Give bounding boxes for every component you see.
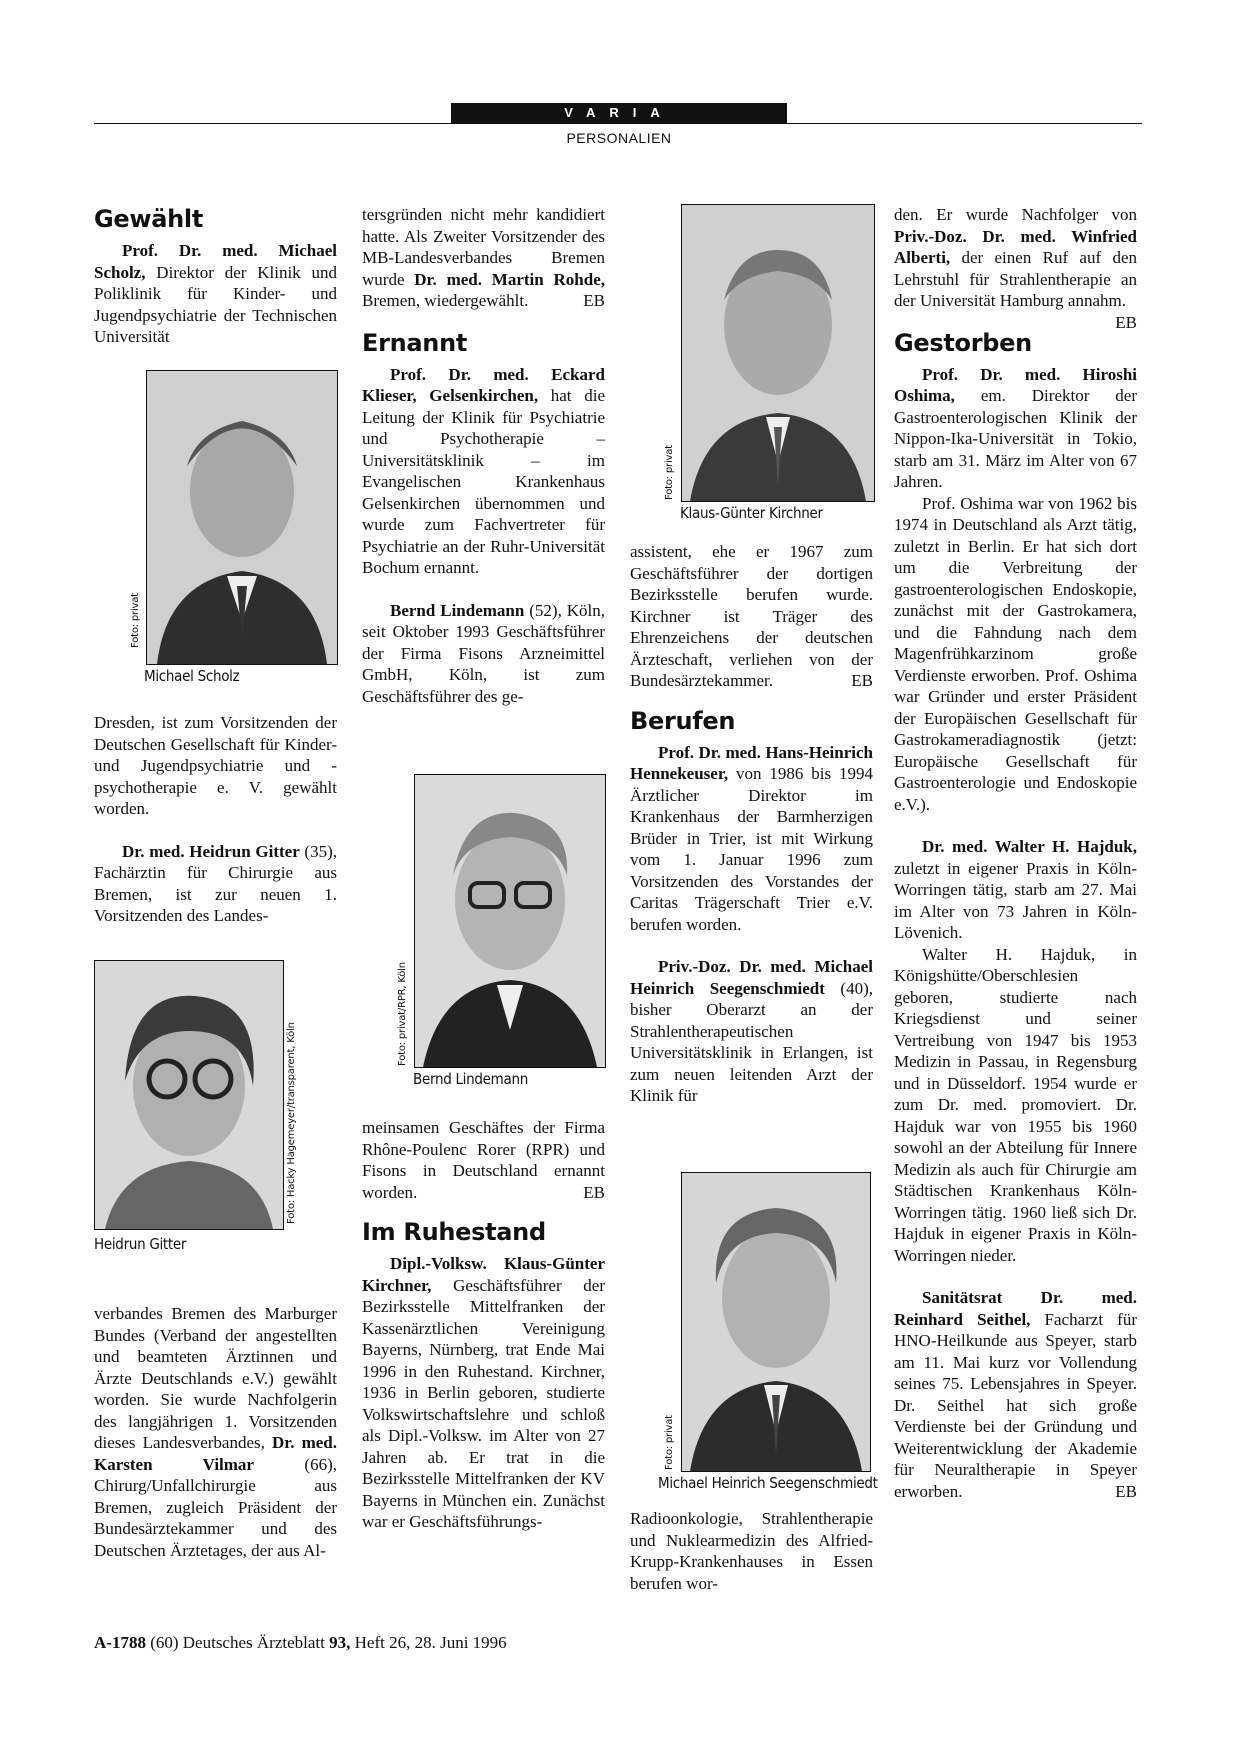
paragraph-seithel: Sanitätsrat Dr. med. Reinhard Seithel, Facharzt für HNO-Heilkunde aus Speyer, starb am 11. Mai kurz vor Vollendung seines 75. Lebensjahres in Speyer. Dr. Seithel hat sich große Verdienste bei der Gründung und Weiterentwicklung der Akademie für Neuraltherapie in Speyer erworben. EB [894,1288,1138,1501]
column-2 [362,204,605,707]
portrait-icon [95,961,283,1229]
heading-gestorben: Gestorben [894,328,1032,357]
photo-credit-scholz: Foto: privat [130,593,141,648]
paragraph-oshima-2: Prof. Oshima war von 1962 bis 1974 in Deutschland als Arzt tätig, zuletzt in Berlin. Er hat sich dort um die Verbreitung der gastroenterologischen Endoskopie, zunächst mit der Gastrokamera, und die Fahndung nach dem Magenfrühkarzinom große Verdienste erworben. Prof. Oshima war Gründer und erster Präsident der Europäischen Gesellschaft für Gastrokameradiagnostik (jetzt: Europäische Gesellschaft für Gastroenterologie und Endoskopie e.V.). [894,493,1137,814]
column-4 [894,204,1137,1502]
section-band: VARIA [451,103,787,123]
paragraph-alberti: den. Er wurde Nachfolger von Priv.-Doz. Dr. med. Winfried Alberti, der einen Ruf auf den Lehrstuhl für Strahlentherapie an der Universität Hamburg annahm. EB [894,205,1137,332]
photo-klaus-guenter-kirchner [681,204,875,502]
paragraph-klieser: Prof. Dr. med. Eckard Klieser, Gelsenkirchen, hat die Leitung der Klinik für Psychiatrie und Psychotherapie – Universitätsklinik – im Evangelischen Krankenhaus Gelsenkirchen übernommen und wurde zum Fachvertreter für Psychiatrie an der Ruhr-Universität Bochum ernannt. [362,364,605,577]
paragraph-seegenschmiedt-cont: Radioonkologie, Strahlentherapie und Nuklearmedizin des Alfried-Krupp-Krankenhauses in Essen berufen wor- [630,1509,873,1593]
column-3 [630,541,873,1107]
photo-michael-seegenschmiedt [681,1172,871,1472]
paragraph-gitter-cont: verbandes Bremen des Marburger Bundes (Verband der angestellten und beamteten Ärztinnen und Ärzte Deutschlands e.V.) gewählt worden. Sie wurde Nachfolgerin des langjährigen 1. Vorsitzenden dieses Landesverbandes, Dr. med. Karsten Vilmar (66), Chirurg/Unfallchirurgie aus Bremen, zugleich Präsident der Bundesärztekammer und des Deutschen Ärztetages, der aus Al- [94,1304,337,1560]
photo-credit-lindemann: Foto: privat/RPR, Köln [397,962,408,1066]
photo-credit-gitter: Foto: Hacky Hagemeyer/transparent, Köln [286,1022,297,1224]
photo-heidrun-gitter [94,960,284,1230]
photo-credit-seegenschmiedt: Foto: privat [664,1415,675,1470]
column-1-cont2 [94,1303,337,1561]
paragraph-rohde: tersgründen nicht mehr kandidiert hatte. Als Zweiter Vorsitzender des MB-Landesverbandes Bremen wurde Dr. med. Martin Rohde, Bremen, wiedergewählt. EB [362,205,605,310]
portrait-icon [147,371,337,664]
header-rule [94,123,1142,124]
caption-gitter: Heidrun Gitter [94,1235,187,1253]
column-1 [94,204,337,348]
paragraph-hajduk: Dr. med. Walter H. Hajduk, zuletzt in eigener Praxis in Köln-Worringen tätig, starb am 27. Mai im Alter von 73 Jahren in Köln-Lövenich. [894,837,1137,942]
caption-lindemann: Bernd Lindemann [413,1070,528,1088]
paragraph-gitter: Dr. med. Heidrun Gitter (35), Fachärztin für Chirurgie aus Bremen, ist zur neuen 1. Vorsitzenden des Landes- [94,841,337,925]
caption-kirchner: Klaus-Günter Kirchner [680,504,823,522]
section-subtitle: PERSONALIEN [566,130,672,146]
paragraph-seegenschmiedt: Priv.-Doz. Dr. med. Michael Heinrich Seegenschmiedt (40), bisher Oberarzt an der Strahlentherapeutischen Universitätsklinik in Erlangen, ist zum neuen leitenden Arzt der Klinik für [630,957,873,1105]
heading-ernannt: Ernannt [362,328,468,357]
paragraph-kirchner: Dipl.-Volksw. Klaus-Günter Kirchner, Geschäftsführer der Bezirksstelle Mittelfranken der Kassenärztlichen Vereinigung Bayerns, Nürnberg, trat Ende Mai 1996 in den Ruhestand. Kirchner, 1936 in Berlin geboren, studierte Volkswirtschaftslehre und schloß als Dipl.-Volksw. im Alter von 27 Jahren ab. Er trat in die Bezirksstelle Mittelfranken der KV Bayerns in München ein. Zunächst war er Geschäftsführungs- [362,1254,605,1531]
page-footer: A-1788 (60) Deutsches Ärzteblatt 93, Heft 26, 28. Juni 1996 [94,1633,507,1652]
caption-scholz: Michael Scholz [144,667,240,685]
column-1-cont [94,712,337,927]
heading-berufen: Berufen [630,706,736,735]
caption-seegenschmiedt: Michael Heinrich Seegenschmiedt [658,1474,878,1492]
paragraph-scholz-cont: Dresden, ist zum Vorsitzenden der Deutschen Gesellschaft für Kinder- und Jugendpsychiatrie und -psychotherapie e. V. gewählt worden. [94,713,337,818]
paragraph-scholz: Prof. Dr. med. Michael Scholz, Direktor der Klinik und Poliklinik für Kinder- und Jugendpsychiatrie der Technischen Universität [94,241,337,346]
photo-credit-kirchner: Foto: privat [664,445,675,500]
portrait-icon [682,1173,870,1471]
heading-gewaehlt: Gewählt [94,205,204,233]
paragraph-oshima: Prof. Dr. med. Hiroshi Oshima, em. Direktor der Gastroenterologischen Klinik der Nippon-Ika-Universität in Tokio, starb am 31. März im Alter von 67 Jahren. [894,364,1137,491]
photo-michael-scholz [146,370,338,665]
portrait-icon [682,205,874,501]
paragraph-lindemann-cont: meinsamen Geschäftes der Firma Rhône-Poulenc Rorer (RPR) und Fisons in Deutschland ernannt worden. EB [362,1118,605,1202]
paragraph-lindemann: Bernd Lindemann (52), Köln, seit Oktober 1993 Geschäftsführer der Firma Fisons Arzneimittel GmbH, Köln, ist zum Geschäftsführer des ge- [362,600,605,706]
paragraph-hennekeuser: Prof. Dr. med. Hans-Heinrich Hennekeuser, von 1986 bis 1994 Ärztlicher Direktor im Krankenhaus der Barmherzigen Brüder in Trier, ist mit Wirkung vom 1. Januar 1996 zum Vorsitzenden des Vorstandes der Caritas Trägerschaft Trier e.V. berufen worden. [630,742,873,934]
photo-bernd-lindemann [414,774,606,1068]
column-2-cont [362,1117,605,1533]
heading-ruhestand: Im Ruhestand [362,1218,546,1246]
paragraph-hajduk-2: Walter H. Hajduk, in Königshütte/Oberschlesien geboren, studierte nach Kriegsdienst und seiner Vertreibung von 1947 bis 1953 Medizin in Passau, in Regensburg und in Düsseldorf. 1954 wurde er zum Dr. med. promoviert. Dr. Hajduk war von 1955 bis 1960 sowohl an der Abteilung für Innere Medizin als auch für Chirurgie am Städtischen Krankenhaus Köln-Worringen tätig. 1960 ließ sich Dr. Hajduk in eigener Praxis in Köln-Worringen nieder. [894,944,1137,1265]
column-3-cont [630,1508,873,1594]
paragraph-kirchner-cont: assistent, ehe er 1967 zum Geschäftsführer der dortigen Bezirksstelle berufen wurde. Kirchner ist Träger des Ehrenzeichens der deutschen Ärzteschaft, verliehen von der Bundesärztekammer. EB [630,542,873,690]
portrait-icon [415,775,605,1067]
